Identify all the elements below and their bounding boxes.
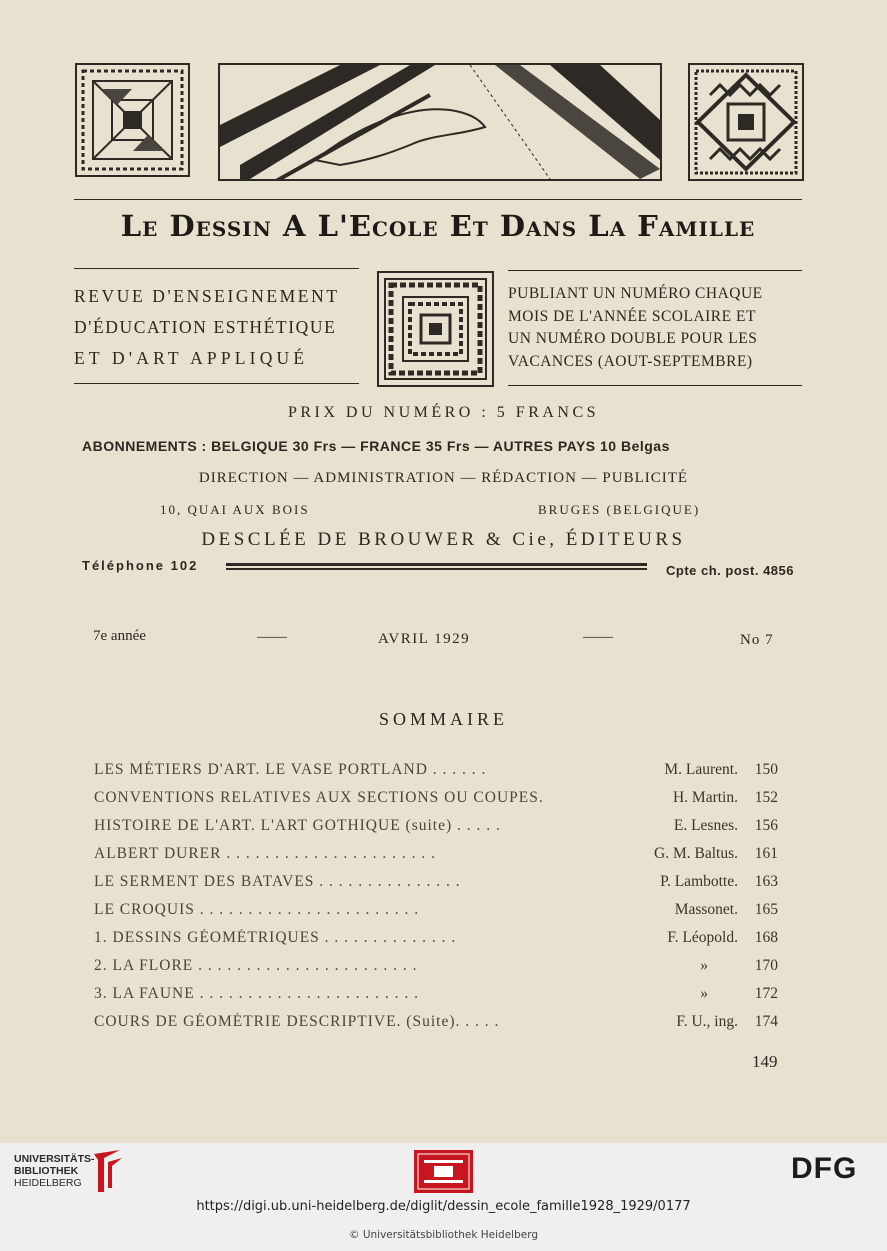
toc-title: HISTOIRE DE L'ART. L'ART GOTHIQUE (suite) . . . . . [94, 817, 501, 834]
toc-page: 150 [754, 761, 778, 778]
library-logo[interactable] [14, 1153, 95, 1189]
toc-title: 2. LA FLORE . . . . . . . . . . . . . . . . . . . . . . . [94, 957, 418, 974]
dfg-logo[interactable]: DFG [791, 1152, 858, 1185]
toc-author: E. Lesnes. [673, 817, 738, 834]
toc-page: 165 [754, 901, 778, 918]
intro-left-line: REVUE D'ENSEIGNEMENT [74, 286, 340, 306]
toc-title: LE CROQUIS . . . . . . . . . . . . . . . . . . . . . . . [94, 901, 420, 918]
subscriptions-line: ABONNEMENTS : BELGIQUE 30 Frs — FRANCE 35 Frs — AUTRES PAYS 10 Belgas [82, 438, 670, 454]
toc-author: G. M. Baltus. [654, 845, 738, 862]
ornament-right [688, 63, 804, 181]
rule-bottom-right [508, 385, 802, 386]
library-logo-line: BIBLIOTHEK [14, 1165, 79, 1177]
toc-row[interactable] [94, 845, 784, 871]
price-line: PRIX DU NUMÉRO : 5 FRANCS [287, 404, 600, 421]
toc-page: 161 [754, 845, 778, 862]
toc-title: LES MÉTIERS D'ART. LE VASE PORTLAND . . . . . . [94, 761, 487, 778]
phone-rule [226, 563, 647, 570]
rule-top-left [74, 268, 359, 269]
toc-author: » [700, 957, 708, 974]
toc-author: M. Laurent. [664, 761, 738, 778]
library-emblem-icon [90, 1148, 124, 1194]
toc-page: 156 [754, 817, 778, 834]
toc-author: Massonet. [674, 901, 738, 918]
separator-dash: —— [257, 629, 287, 645]
intro-right-line: PUBLIANT UN NUMÉRO CHAQUE [508, 285, 763, 302]
toc-title: ALBERT DURER . . . . . . . . . . . . . . . . . . . . . . [94, 845, 436, 862]
journal-title: Le Dessin A L'Ecole Et Dans La Famille [120, 209, 756, 243]
separator-dash: —— [583, 629, 613, 645]
toc-author: H. Martin. [672, 789, 738, 806]
phone-number: Téléphone 102 [82, 558, 199, 573]
copyright-notice: © Universitätsbibliothek Heidelberg [348, 1229, 538, 1241]
toc-row[interactable] [94, 985, 784, 1011]
intro-right [508, 283, 763, 373]
issue-number: No 7 [740, 632, 774, 648]
toc-page: 152 [754, 789, 778, 806]
toc-author: » [700, 985, 708, 1002]
project-logo-icon[interactable] [414, 1150, 473, 1193]
toc-page: 168 [754, 929, 778, 946]
drawing-hand-illustration [218, 63, 662, 181]
toc-row[interactable] [94, 901, 784, 927]
toc-page: 172 [754, 985, 778, 1002]
toc-author: P. Lambotte. [660, 873, 738, 890]
toc-row[interactable] [94, 789, 784, 815]
library-logo-line: UNIVERSITÄTS- [14, 1153, 95, 1165]
ornament-left [75, 63, 190, 177]
toc-title: 3. LA FAUNE . . . . . . . . . . . . . . . . . . . . . . . [94, 985, 419, 1002]
intro-left-line: ET D'ART APPLIQUÉ [74, 348, 309, 368]
toc-row[interactable] [94, 817, 784, 843]
library-logo-line: HEIDELBERG [14, 1177, 82, 1189]
toc-page: 170 [754, 957, 778, 974]
address-right: BRUGES (BELGIQUE) [538, 502, 701, 517]
intro-left-line: D'ÉDUCATION ESTHÉTIQUE [74, 317, 337, 337]
sommaire-heading: SOMMAIRE [378, 709, 508, 729]
toc-row[interactable] [94, 1013, 784, 1039]
toc-row[interactable] [94, 873, 784, 899]
toc-row[interactable] [94, 929, 784, 955]
toc-page: 174 [754, 1013, 778, 1030]
intro-right-line: VACANCES (AOUT-SEPTEMBRE) [508, 352, 753, 370]
volume-year: 7e année [93, 628, 146, 644]
publisher-line: DESCLÉE DE BROUWER & Cie, ÉDITEURS [201, 529, 686, 550]
postal-account: Cpte ch. post. 4856 [666, 563, 794, 578]
masthead-rule [74, 199, 802, 200]
toc-title: 1. DESSINS GÉOMÉTRIQUES . . . . . . . . . . . . . . [94, 929, 457, 946]
issue-month: AVRIL 1929 [378, 631, 471, 647]
ornament-center [377, 271, 494, 387]
intro-right-line: MOIS DE L'ANNÉE SCOLAIRE ET [508, 307, 756, 325]
toc-title: CONVENTIONS RELATIVES AUX SECTIONS OU COUPES. [94, 789, 544, 806]
toc-author: F. Léopold. [667, 929, 738, 946]
page-number: 149 [752, 1052, 778, 1071]
intro-right-line: UN NUMÉRO DOUBLE POUR LES [508, 330, 758, 347]
toc-title: LE SERMENT DES BATAVES . . . . . . . . . . . . . . . [94, 873, 461, 890]
intro-left [74, 281, 340, 374]
toc-title: COURS DE GÉOMÉTRIE DESCRIPTIVE. (Suite). . . . . [94, 1013, 500, 1030]
toc-row[interactable] [94, 957, 784, 983]
toc-row[interactable] [94, 761, 784, 787]
toc-author: F. U., ing. [676, 1013, 738, 1030]
permalink-url[interactable]: https://digi.ub.uni-heidelberg.de/diglit/dessin_ecole_famille1928_1929/0177 [196, 1199, 691, 1214]
address-left: 10, QUAI AUX BOIS [160, 502, 310, 517]
rule-bottom-left [74, 383, 359, 384]
direction-line: DIRECTION — ADMINISTRATION — RÉDACTION — PUBLICITÉ [198, 470, 689, 486]
rule-top-right [508, 270, 802, 271]
toc-page: 163 [754, 873, 778, 890]
